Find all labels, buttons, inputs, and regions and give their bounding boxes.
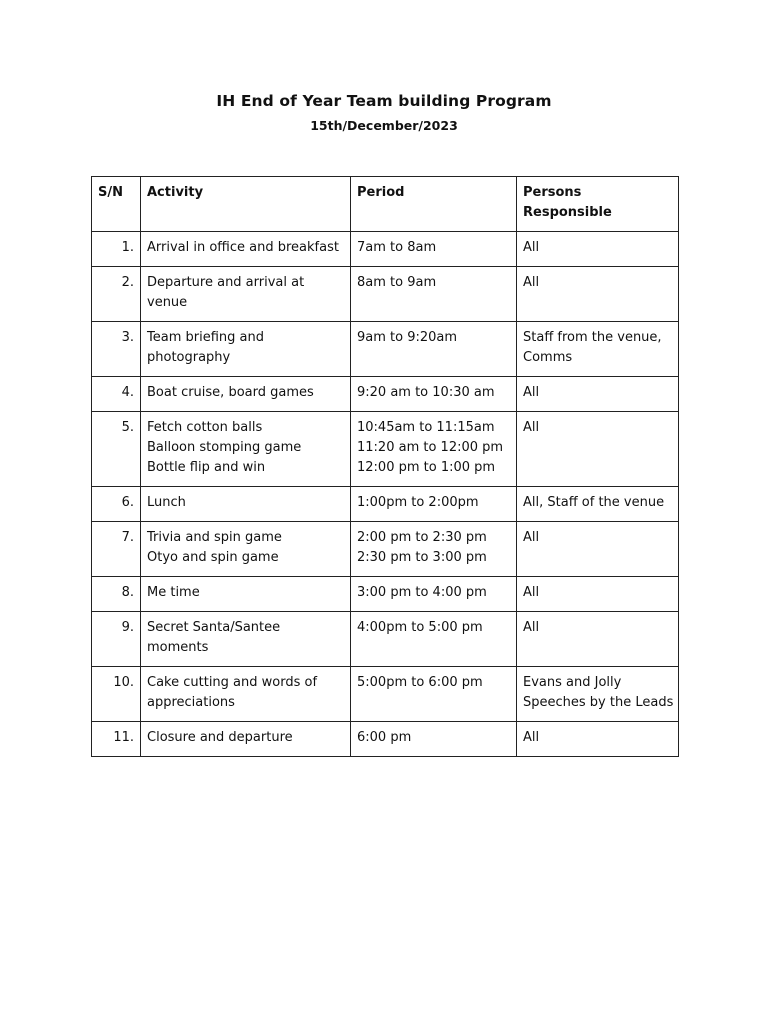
row-persons-responsible-line: All (523, 240, 540, 255)
row-persons-responsible (517, 722, 679, 757)
row-persons-responsible-line: Evans and Jolly (523, 675, 622, 690)
row-period (351, 487, 517, 522)
row-activity (141, 522, 351, 577)
row-activity-line: Boat cruise, board games (147, 385, 314, 400)
table-row (92, 412, 679, 487)
row-activity-line: Otyo and spin game (147, 550, 279, 565)
row-activity (141, 612, 351, 667)
row-persons-responsible-line: All (523, 275, 540, 290)
row-period-line: 8am to 9am (357, 275, 437, 290)
row-period (351, 412, 517, 487)
row-persons-responsible (517, 232, 679, 267)
row-persons-responsible-line: All (523, 530, 540, 545)
row-period-line: 7am to 8am (357, 240, 437, 255)
table-row (92, 667, 679, 722)
row-persons-responsible-line: All (523, 620, 540, 635)
row-sn: 10. (92, 667, 141, 722)
header-persons-responsible: Persons Responsible (517, 177, 679, 232)
table-body (92, 232, 679, 757)
row-activity (141, 412, 351, 487)
row-activity (141, 577, 351, 612)
row-activity (141, 722, 351, 757)
row-persons-responsible (517, 377, 679, 412)
row-sn: 8. (92, 577, 141, 612)
row-persons-responsible-line: All (523, 420, 540, 435)
row-sn: 9. (92, 612, 141, 667)
row-sn: 3. (92, 322, 141, 377)
row-period-line: 9:20 am to 10:30 am (357, 385, 495, 400)
table-row (92, 232, 679, 267)
row-persons-responsible (517, 267, 679, 322)
row-persons-responsible (517, 667, 679, 722)
row-persons-responsible (517, 487, 679, 522)
row-persons-responsible-line: All, Staff of the venue (523, 495, 665, 510)
row-period-line: 1:00pm to 2:00pm (357, 495, 479, 510)
row-activity-line: Arrival in office and breakfast (147, 240, 339, 255)
row-activity-line: Cake cutting and words of appreciations (147, 675, 318, 710)
table-row (92, 267, 679, 322)
row-period-line: 6:00 pm (357, 730, 412, 745)
row-persons-responsible (517, 612, 679, 667)
program-table (91, 176, 679, 757)
row-sn: 6. (92, 487, 141, 522)
row-activity (141, 267, 351, 322)
row-activity-line: Me time (147, 585, 200, 600)
row-persons-responsible (517, 522, 679, 577)
table-row (92, 487, 679, 522)
row-persons-responsible-line: All (523, 385, 540, 400)
table-row (92, 522, 679, 577)
row-activity-line: Closure and departure (147, 730, 293, 745)
row-activity (141, 232, 351, 267)
row-period (351, 322, 517, 377)
row-period (351, 377, 517, 412)
header-activity: Activity (141, 177, 351, 232)
row-period (351, 577, 517, 612)
row-activity-line: Secret Santa/Santee moments (147, 620, 281, 655)
table-row (92, 377, 679, 412)
row-period-line: 4:00pm to 5:00 pm (357, 620, 483, 635)
row-period (351, 612, 517, 667)
header-period: Period (351, 177, 517, 232)
row-sn: 7. (92, 522, 141, 577)
row-period (351, 722, 517, 757)
row-persons-responsible (517, 412, 679, 487)
row-period-line: 5:00pm to 6:00 pm (357, 675, 483, 690)
row-persons-responsible-line: All (523, 585, 540, 600)
row-period-line: 2:30 pm to 3:00 pm (357, 550, 487, 565)
row-persons-responsible (517, 322, 679, 377)
row-period-line: 12:00 pm to 1:00 pm (357, 460, 496, 475)
row-period-line: 2:00 pm to 2:30 pm (357, 530, 487, 545)
row-period (351, 667, 517, 722)
table-header-row (92, 177, 679, 232)
row-period-line: 3:00 pm to 4:00 pm (357, 585, 487, 600)
row-persons-responsible-line: Speeches by the Leads (523, 695, 674, 710)
row-sn: 5. (92, 412, 141, 487)
row-activity (141, 667, 351, 722)
row-period-line: 9am to 9:20am (357, 330, 458, 345)
document-title: IH End of Year Team building Program (216, 92, 552, 110)
row-sn: 2. (92, 267, 141, 322)
row-activity (141, 487, 351, 522)
row-sn: 1. (92, 232, 141, 267)
table-row (92, 577, 679, 612)
row-period (351, 232, 517, 267)
row-activity (141, 377, 351, 412)
row-sn: 11. (92, 722, 141, 757)
document-date: 15th/December/2023 (310, 118, 458, 133)
table-row (92, 322, 679, 377)
row-activity-line: Lunch (147, 495, 186, 510)
row-activity-line: Departure and arrival at venue (147, 275, 305, 310)
row-activity-line: Bottle flip and win (147, 460, 266, 475)
row-period (351, 522, 517, 577)
row-period (351, 267, 517, 322)
table-row (92, 722, 679, 757)
header-sn: S/N (92, 177, 141, 232)
row-persons-responsible-line: Staff from the venue, Comms (523, 330, 662, 365)
row-activity-line: Team briefing and photography (147, 330, 264, 365)
row-sn: 4. (92, 377, 141, 412)
row-period-line: 10:45am to 11:15am (357, 420, 495, 435)
row-persons-responsible (517, 577, 679, 612)
row-persons-responsible-line: All (523, 730, 540, 745)
row-activity-line: Trivia and spin game (147, 530, 282, 545)
row-activity-line: Fetch cotton balls (147, 420, 263, 435)
table-row (92, 612, 679, 667)
row-activity-line: Balloon stomping game (147, 440, 302, 455)
row-period-line: 11:20 am to 12:00 pm (357, 440, 504, 455)
row-activity (141, 322, 351, 377)
